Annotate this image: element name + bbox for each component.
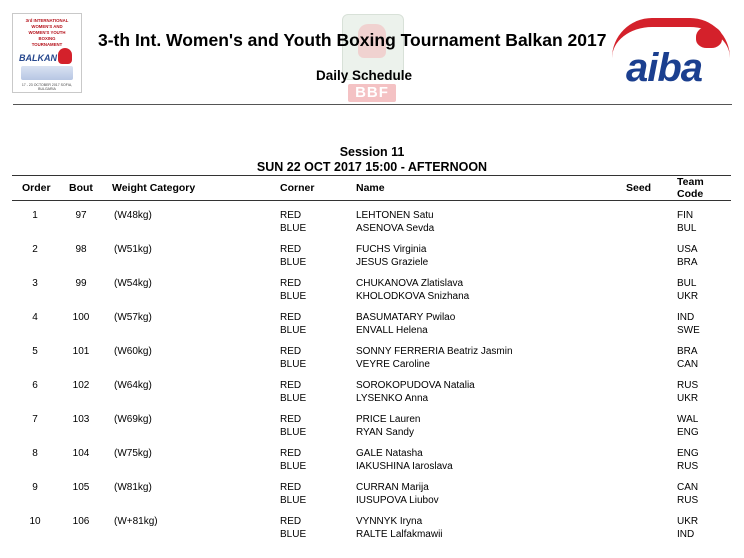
column-header-team-line1: Team [677, 176, 704, 188]
table-header-top-rule [12, 175, 731, 176]
red-boxer-name: FUCHS Virginia [356, 244, 427, 255]
red-boxer-name: VYNNYK Iryna [356, 516, 423, 527]
aiba-wordmark: aiba [626, 46, 703, 90]
red-corner-label: RED [280, 380, 302, 391]
red-corner-label: RED [280, 346, 302, 357]
order-cell: 9 [32, 482, 38, 493]
weight-category-cell: (W48kg) [114, 210, 152, 221]
column-header-seed: Seed [626, 182, 652, 194]
bout-number-cell: 100 [72, 312, 90, 323]
red-boxer-name: SOROKOPUDOVA Natalia [356, 380, 475, 391]
bout-number-cell: 101 [72, 346, 90, 357]
blue-boxer-name: ASENOVA Sevda [356, 223, 435, 234]
weight-category-cell: (W81kg) [114, 482, 152, 493]
logo-line: BOXING [38, 36, 56, 41]
red-team-code: CAN [677, 482, 699, 493]
blue-corner-label: BLUE [280, 325, 307, 336]
order-cell: 3 [32, 278, 38, 289]
blue-corner-label: BLUE [280, 223, 307, 234]
bout-number-cell: 106 [72, 516, 90, 527]
blue-corner-label: BLUE [280, 257, 307, 268]
bout-number-cell: 105 [72, 482, 90, 493]
red-corner-label: RED [280, 414, 302, 425]
red-corner-label: RED [280, 516, 302, 527]
red-corner-label: RED [280, 278, 302, 289]
order-cell: 10 [29, 516, 41, 527]
weight-category-cell: (W75kg) [114, 448, 152, 459]
logo-line: TOURNAMENT [31, 42, 63, 47]
logo-dates: 17 - 23 OCTOBER 2017 SOFIA, BULGARIA [21, 83, 73, 91]
red-team-code: BRA [677, 346, 698, 357]
order-cell: 1 [32, 210, 38, 221]
column-header-order: Order [22, 182, 51, 194]
blue-corner-label: BLUE [280, 359, 307, 370]
red-corner-label: RED [280, 312, 302, 323]
red-boxer-name: BASUMATARY Pwilao [356, 312, 456, 323]
blue-corner-label: BLUE [280, 529, 307, 540]
logo-line: WOMEN'S YOUTH [28, 30, 66, 35]
bout-number-cell: 98 [75, 244, 87, 255]
blue-corner-label: BLUE [280, 495, 307, 506]
red-corner-label: RED [280, 448, 302, 459]
red-boxer-name: CHUKANOVA Zlatislava [356, 278, 464, 289]
bout-number-cell: 102 [72, 380, 90, 391]
blue-team-code: IND [677, 529, 695, 540]
order-cell: 8 [32, 448, 38, 459]
red-team-code: RUS [677, 380, 699, 391]
boxing-ring-icon [21, 66, 73, 80]
blue-corner-label: BLUE [280, 461, 307, 472]
blue-boxer-name: JESUS Graziele [356, 257, 429, 268]
blue-boxer-name: RALTE Lalfakmawii [356, 529, 443, 540]
blue-corner-label: BLUE [280, 393, 307, 404]
weight-category-cell: (W51kg) [114, 244, 152, 255]
page-title: 3-th Int. Women's and Youth Boxing Tournament Balkan 2017 [98, 30, 607, 50]
order-cell: 4 [32, 312, 38, 323]
boxing-glove-icon [58, 48, 72, 64]
blue-team-code: UKR [677, 393, 699, 404]
logo-balkan-text: BALKAN [19, 53, 57, 63]
logo-line: WOMEN'S AND [31, 24, 63, 29]
blue-boxer-name: RYAN Sandy [356, 427, 414, 438]
weight-category-cell: (W57kg) [114, 312, 152, 323]
red-corner-label: RED [280, 244, 302, 255]
column-header-weight-category: Weight Category [112, 182, 196, 194]
tournament-logo [12, 13, 82, 93]
red-team-code: USA [677, 244, 698, 255]
blue-team-code: RUS [677, 495, 699, 506]
blue-team-code: SWE [677, 325, 700, 336]
weight-category-cell: (W+81kg) [114, 516, 158, 527]
red-boxer-name: GALE Natasha [356, 448, 423, 459]
red-corner-label: RED [280, 482, 302, 493]
red-team-code: BUL [677, 278, 697, 289]
table-header-bottom-rule [12, 200, 731, 201]
bbf-label: BBF [348, 84, 396, 102]
bout-number-cell: 104 [72, 448, 90, 459]
column-header-team-line2: Code [677, 188, 704, 200]
red-boxer-name: PRICE Lauren [356, 414, 421, 425]
blue-boxer-name: KHOLODKOVA Snizhana [356, 291, 470, 302]
blue-team-code: BUL [677, 223, 697, 234]
blue-team-code: RUS [677, 461, 699, 472]
red-team-code: WAL [677, 414, 699, 425]
red-team-code: ENG [677, 448, 699, 459]
red-corner-label: RED [280, 210, 302, 221]
red-team-code: FIN [677, 210, 694, 221]
logo-line: 3rd INTERNATIONAL [25, 18, 69, 23]
red-team-code: IND [677, 312, 695, 323]
weight-category-cell: (W69kg) [114, 414, 152, 425]
page-subtitle: Daily Schedule [316, 68, 413, 83]
column-header-team-code [677, 176, 704, 200]
blue-boxer-name: ENVALL Helena [356, 325, 428, 336]
column-header-bout: Bout [69, 182, 93, 194]
session-datetime: SUN 22 OCT 2017 15:00 - AFTERNOON [256, 160, 488, 174]
order-cell: 6 [32, 380, 38, 391]
blue-corner-label: BLUE [280, 427, 307, 438]
blue-team-code: BRA [677, 257, 698, 268]
order-cell: 7 [32, 414, 38, 425]
bout-number-cell: 97 [75, 210, 87, 221]
weight-category-cell: (W54kg) [114, 278, 152, 289]
bout-number-cell: 103 [72, 414, 90, 425]
aiba-logo [610, 18, 730, 96]
order-cell: 5 [32, 346, 38, 357]
order-cell: 2 [32, 244, 38, 255]
bbf-watermark-logo [342, 14, 402, 102]
weight-category-cell: (W60kg) [114, 346, 152, 357]
blue-team-code: CAN [677, 359, 699, 370]
blue-boxer-name: IUSUPOVA Liubov [356, 495, 439, 506]
red-boxer-name: SONNY FERRERIA Beatriz Jasmin [356, 346, 513, 357]
column-header-corner: Corner [280, 182, 315, 194]
blue-team-code: ENG [677, 427, 699, 438]
blue-corner-label: BLUE [280, 291, 307, 302]
column-header-name: Name [356, 182, 385, 194]
weight-category-cell: (W64kg) [114, 380, 152, 391]
red-boxer-name: LEHTONEN Satu [356, 210, 434, 221]
session-title: Session 11 [339, 145, 405, 159]
blue-team-code: UKR [677, 291, 699, 302]
header-divider [13, 104, 732, 105]
red-boxer-name: CURRAN Marija [356, 482, 429, 493]
red-team-code: UKR [677, 516, 699, 527]
bout-number-cell: 99 [75, 278, 87, 289]
blue-boxer-name: VEYRE Caroline [356, 359, 430, 370]
glove-icon [696, 26, 722, 48]
blue-boxer-name: IAKUSHINA Iaroslava [356, 461, 453, 472]
blue-boxer-name: LYSENKO Anna [356, 393, 429, 404]
